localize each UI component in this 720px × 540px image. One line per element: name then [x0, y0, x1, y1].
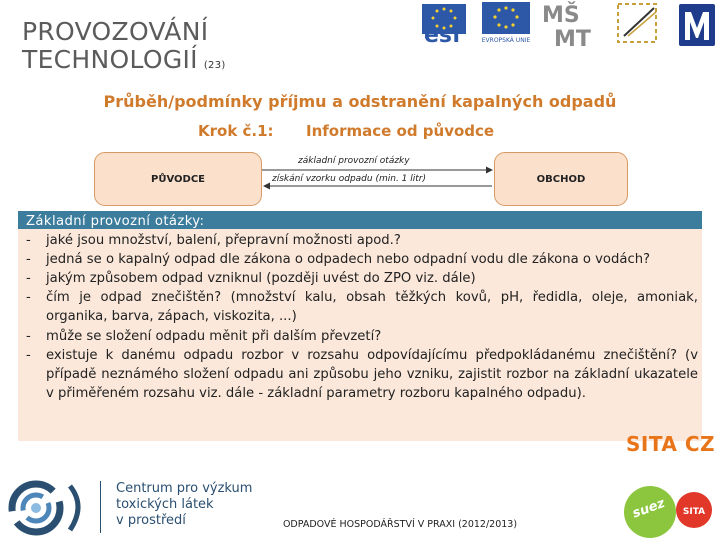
svg-text:MT: MT: [554, 27, 591, 50]
eu-logo-text: EVROPSKÁ UNIE: [481, 37, 531, 44]
questions-heading: Základní provozní otázky:: [26, 214, 205, 229]
list-item: - jaké jsou množství, balení, přepravní možnosti apod.?: [26, 231, 698, 250]
sita-badge-text: SITA: [682, 507, 706, 517]
recetox-line-1: Centrum pro výzkum: [116, 481, 253, 496]
title-line-1: PROVOZOVÁNÍ: [22, 17, 209, 46]
op-logo: [612, 0, 670, 52]
eu-flag-logo: [420, 0, 468, 44]
arrow-bottom-label: získání vzorku odpadu (min. 1 litr): [272, 174, 426, 184]
questions-panel: [18, 211, 702, 441]
svg-text:MŠ: MŠ: [542, 3, 580, 28]
list-item-text: jedná se o kapalný odpad dle zákona o odpadech nebo odpadní vodu dle zákona o vodách?: [46, 252, 651, 268]
footer-text: ODPADOVÉ HOSPODÁŘSTVÍ V PRAXI (2012/2013): [282, 519, 518, 530]
recetox-line-3: v prostředí: [116, 513, 186, 528]
title-line-2: TECHNOLOGIÍ: [22, 45, 198, 74]
list-item-text: existuje k danému odpadu rozbor v rozsahu odpovídajícímu předpokládanému znečištění? (v případě neznámého složení odpadu ani způsobu jeho vzniku, zajistit rozbor na základní ukazatele v přiměřeném rozsahu viz. dále - základní parametry rozboru kapalného odpadu).: [46, 347, 698, 401]
slide-number: (23): [203, 60, 226, 71]
step-label: Krok č.1:: [198, 122, 274, 140]
slide-subtitle: Průběh/podmínky příjmu a odstranění kapalných odpadů: [103, 92, 617, 111]
list-item-text: jakým způsobem odpad vzniknul (později uvést do ZPO viz. dále): [46, 271, 476, 287]
list-item: - existuje k danému odpadu rozbor v rozsahu odpovídajícímu předpokládanému znečištění? (v případě neznámého složení odpadu ani způsobu jeho vzniku, zajistit rozbor na základní ukazatele v přiměřeném rozsahu viz. dále - základní parametry rozboru kapalného odpadu).: [26, 346, 698, 403]
box-puvodce: [94, 152, 262, 206]
list-item-text: čím je odpad znečištěn? (množství kalu, obsah těžkých kovů, pH, ředidla, oleje, amoniak, organika, barva, zápach, viskozita, ...): [46, 290, 698, 325]
mu-logo: [677, 0, 717, 50]
title-line-2-row: [22, 46, 226, 80]
box-obchod: [494, 152, 628, 206]
panel-text: [26, 212, 698, 403]
step-info: Informace od původce: [306, 122, 495, 140]
list-item-text: může se složení odpadu měnit při dalším převzetí?: [46, 328, 382, 344]
esf-logo-text: esf: [424, 23, 462, 44]
box-puvodce-label: PŮVODCE: [151, 173, 205, 185]
page-title: [22, 18, 226, 80]
list-item: - může se složení odpadu měnit při dalším převzetí?: [26, 327, 698, 346]
box-obchod-label: OBCHOD: [536, 173, 586, 185]
list-item: - čím je odpad znečištěn? (množství kalu, obsah těžkých kovů, pH, ředidla, oleje, amoniak, organika, barva, zápach, viskozita, ...): [26, 288, 698, 326]
suez-text: suez: [630, 495, 668, 522]
eu-logo: [478, 0, 534, 44]
arrow-top-label: základní provozní otázky: [298, 156, 410, 166]
recetox-line-2: toxických látek: [116, 497, 214, 512]
sita-cz-logo-text: SITA CZ: [626, 432, 716, 456]
list-item-text: jaké jsou množství, balení, přepravní možnosti apod.?: [46, 233, 401, 249]
list-item: - jakým způsobem odpad vzniknul (později uvést do ZPO viz. dále): [26, 269, 698, 288]
list-item: - jedná se o kapalný odpad dle zákona o odpadech nebo odpadní vodu dle zákona o vodách?: [26, 250, 698, 269]
msmt-logo: [540, 0, 596, 50]
